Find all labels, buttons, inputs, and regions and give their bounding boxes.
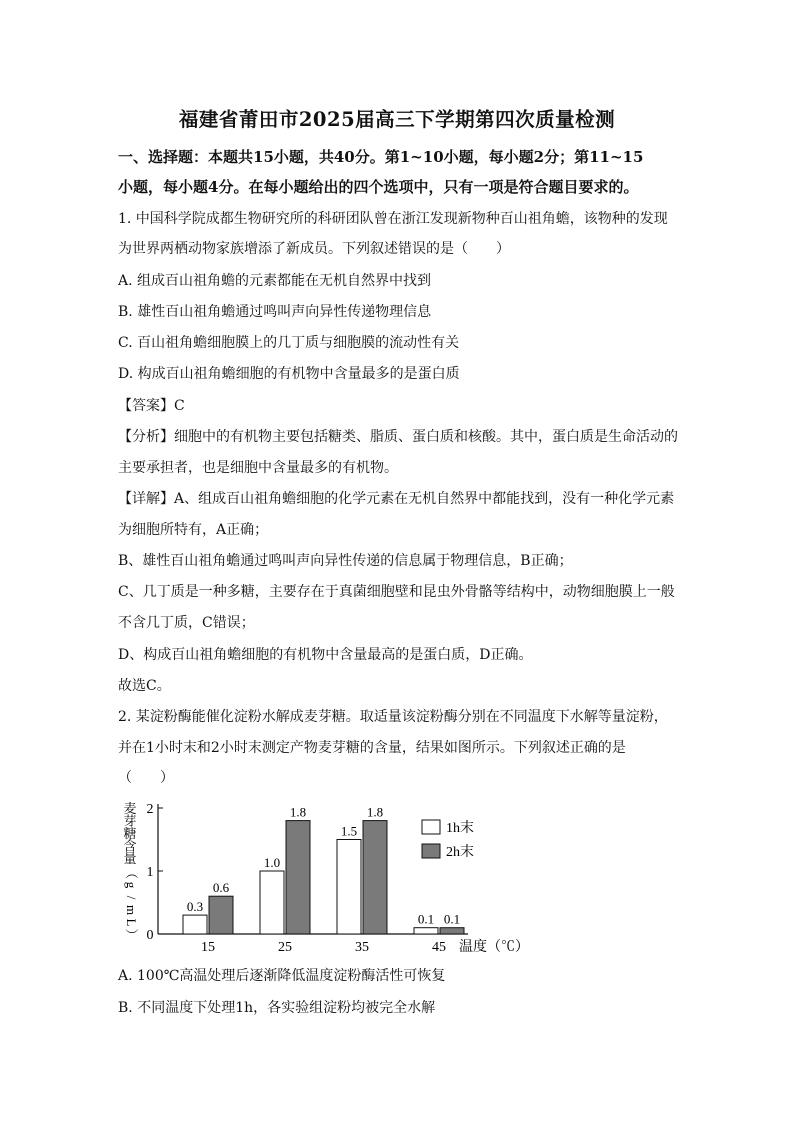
q1-detail-line-6: D、构成百山祖角蟾细胞的有机物中含量最高的是蛋白质，D正确。: [118, 647, 533, 663]
q2-stem-line-3: （ ）: [118, 770, 174, 786]
bar-value-label: 0.3: [186, 899, 204, 915]
q1-conclusion: 故选C。: [118, 678, 171, 694]
bar-2h-45: [440, 928, 464, 934]
bar-1h-15: [183, 915, 207, 934]
bar-2h-15: [209, 896, 233, 934]
q1-option-b: B. 雄性百山祖角蟾通过鸣叫声向异性传递物理信息: [118, 304, 432, 320]
q1-analysis-line-2: 主要承担者，也是细胞中含量最多的有机物。: [118, 460, 398, 476]
maltose-bar-chart: [118, 796, 538, 956]
bar-1h-25: [260, 871, 284, 934]
bar-value-label: 0.6: [212, 880, 230, 896]
q1-stem-line-2: 为世界两栖动物家族增添了新成员。下列叙述错误的是（ ）: [118, 241, 510, 257]
section-heading-line-1: 一、选择题：本题共15小题，共40分。第1~10小题，每小题2分；第11~15: [118, 148, 644, 166]
y-axis-label-char: g: [124, 881, 140, 889]
y-axis-label-char: ）: [124, 928, 140, 942]
section-heading-line-2: 小题，每小题4分。在每小题给出的四个选项中，只有一项是符合题目要求的。: [118, 178, 639, 196]
y-axis-label-char: /: [124, 895, 140, 900]
y-axis-label-char: （: [124, 865, 140, 880]
q2-option-a: A. 100℃高温处理后逐渐降低温度淀粉酶活性可恢复: [118, 968, 446, 984]
legend-label: 1h末: [446, 821, 474, 836]
y-axis-label-char: m: [124, 904, 140, 916]
bar-1h-45: [414, 928, 438, 934]
legend-label: 2h末: [446, 845, 474, 860]
q2-stem-line-1: 2. 某淀粉酶能催化淀粉水解成麦芽糖。取适量该淀粉酶分别在不同温度下水解等量淀粉，: [118, 709, 668, 725]
bar-value-label: 1.5: [340, 823, 358, 839]
q1-analysis-line-1: 【分析】细胞中的有机物主要包括糖类、脂质、蛋白质和核酸。其中，蛋白质是生命活动的: [118, 429, 678, 445]
q1-option-c: C. 百山祖角蟾细胞膜上的几丁质与细胞膜的流动性有关: [118, 335, 460, 351]
x-tick-label: 15: [201, 940, 215, 955]
q1-detail-line-4: C、几丁质是一种多糖，主要存在于真菌细胞壁和昆虫外骨骼等结构中，动物细胞膜上一般: [118, 584, 675, 600]
q2-stem-line-2: 并在1小时末和2小时末测定产物麦芽糖的含量，结果如图所示。下列叙述正确的是: [118, 740, 626, 756]
y-axis-label-char: 含: [123, 838, 137, 854]
legend-swatch-2h: [422, 844, 440, 858]
bar-1h-35: [337, 840, 361, 935]
q1-detail-line-2: 为细胞所特有，A正确；: [118, 522, 269, 538]
q1-option-d: D. 构成百山祖角蟾细胞的有机物中含量最多的是蛋白质: [118, 366, 460, 382]
q1-answer: 【答案】C: [118, 398, 185, 414]
bar-value-label: 1.0: [263, 855, 281, 870]
y-tick-label: 0: [146, 928, 154, 943]
y-axis-label-char: 芽: [123, 813, 137, 829]
legend-swatch-1h: [422, 820, 440, 834]
bar-value-label: 0.1: [443, 911, 461, 927]
q2-option-b: B. 不同温度下处理1h，各实验组淀粉均被完全水解: [118, 1000, 436, 1016]
q1-detail-line-1: 【详解】A、组成百山祖角蟾细胞的化学元素在无机自然界中都能找到，没有一种化学元素: [118, 491, 675, 507]
bar-2h-25: [286, 821, 310, 934]
y-tick-label: 2: [146, 802, 154, 817]
y-axis-label-char: L: [124, 918, 140, 927]
y-axis-label-char: 量: [123, 850, 137, 866]
q1-option-a: A. 组成百山祖角蟾的元素都能在无机自然界中找到: [118, 273, 432, 289]
bar-value-label: 0.1: [417, 911, 435, 927]
x-tick-label: 25: [278, 940, 292, 955]
q1-detail-line-5: 不含几丁质，C错误；: [118, 615, 255, 631]
bar-value-label: 1.8: [366, 804, 384, 820]
bar-2h-35: [363, 821, 387, 934]
bar-value-label: 1.8: [289, 804, 307, 820]
x-tick-label: 45: [432, 940, 446, 955]
y-axis-label-char: 麦: [123, 800, 137, 816]
y-axis-label-char: 糖: [123, 825, 137, 841]
x-axis-label: 温度（℃）: [459, 940, 529, 955]
x-tick-label: 35: [355, 940, 369, 955]
y-tick-label: 1: [146, 865, 154, 880]
q1-stem-line-1: 1. 中国科学院成都生物研究所的科研团队曾在浙江发现新物种百山祖角蟾，该物种的发现: [118, 211, 668, 227]
page-title: 福建省莆田市2025届高三下学期第四次质量检测: [178, 108, 616, 131]
q1-detail-line-3: B、雄性百山祖角蟾通过鸣叫声向异性传递的信息属于物理信息，B正确；: [118, 553, 573, 569]
